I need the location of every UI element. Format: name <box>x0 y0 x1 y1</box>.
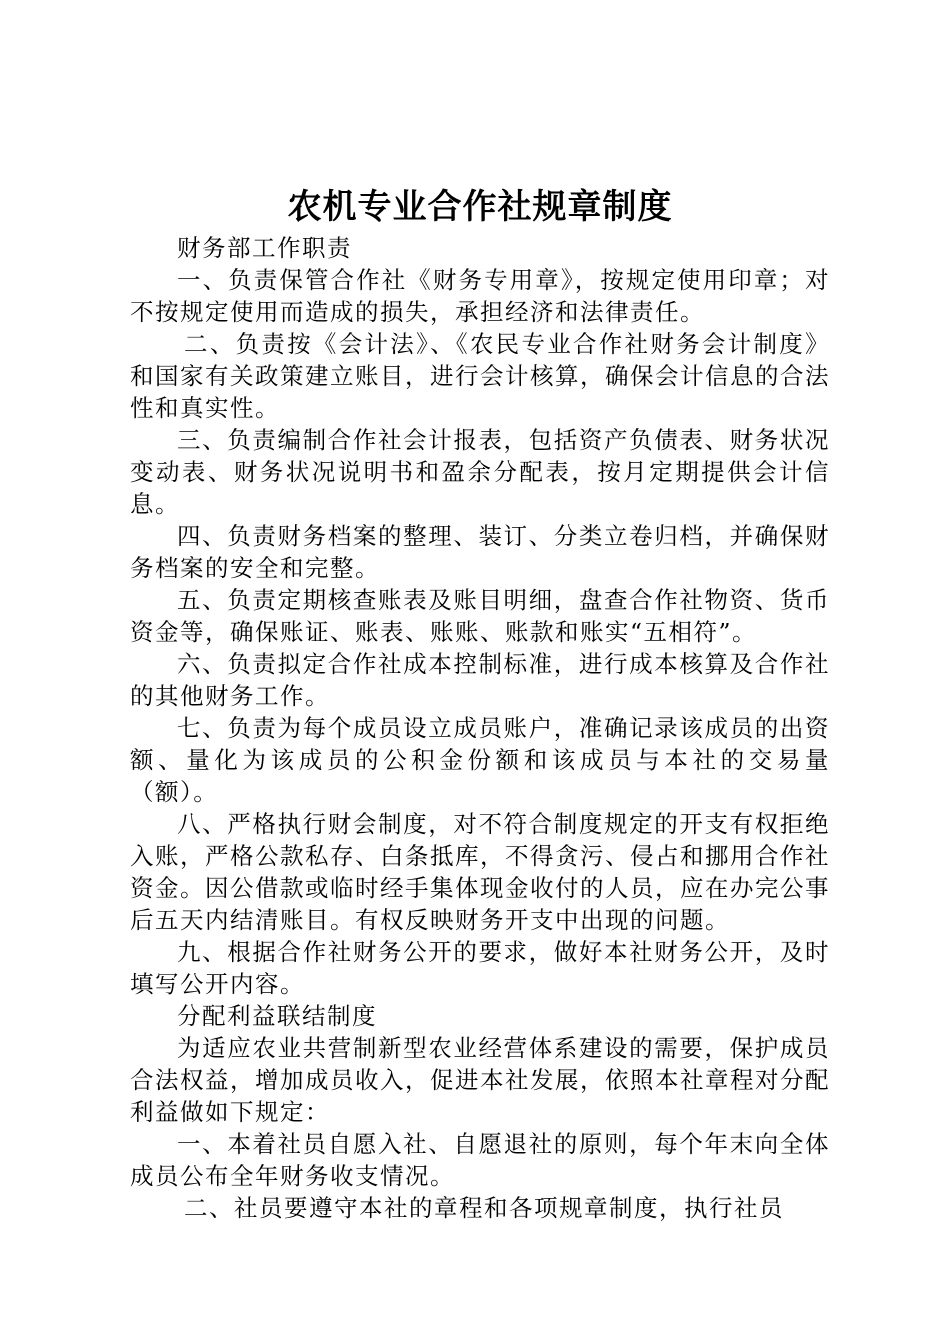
section-heading-distribution: 分配利益联结制度 <box>177 1002 377 1030</box>
paragraph-finance-item-3: 三、负责编制合作社会计报表，包括资产负债表、财务状况变动表、财务状况说明书和盈余分配表，按月定期提供会计信息。 <box>130 426 830 518</box>
paragraph-finance-item-4: 四、负责财务档案的整理、装订、分类立卷归档，并确保财务档案的安全和完整。 <box>130 522 830 582</box>
document-body <box>130 232 830 1224</box>
paragraph-finance-item-9: 九、根据合作社财务公开的要求，做好本社财务公开，及时填写公开内容。 <box>130 938 830 998</box>
paragraph-finance-item-1: 一、负责保管合作社《财务专用章》，按规定使用印章；对不按规定使用而造成的损失，承担经济和法律责任。 <box>130 266 830 326</box>
paragraph-distribution-item-2: 二、社员要遵守本社的章程和各项规章制度，执行社员 <box>184 1194 785 1222</box>
paragraph-finance-item-8: 八、严格执行财会制度，对不符合制度规定的开支有权拒绝入账，严格公款私存、白条抵库，不得贪污、侵占和挪用合作社资金。因公借款或临时经手集体现金收付的人员，应在办完公事后五天内结清账目。有权反映财务开支中出现的问题。 <box>130 810 830 934</box>
paragraph-finance-item-5: 五、负责定期核查账表及账目明细，盘查合作社物资、货币资金等，确保账证、账表、账账、账款和账实“五相符”。 <box>130 586 830 646</box>
paragraph-distribution-intro: 为适应农业共营制新型农业经营体系建设的需要，保护成员合法权益，增加成员收入，促进本社发展，依照本社章程对分配利益做如下规定： <box>130 1034 830 1126</box>
paragraph-finance-item-7: 七、负责为每个成员设立成员账户，准确记录该成员的出资额、量化为该成员的公积金份额和该成员与本社的交易量（额）。 <box>130 714 830 806</box>
paragraph-finance-item-6: 六、负责拟定合作社成本控制标准，进行成本核算及合作社的其他财务工作。 <box>130 650 830 710</box>
document-title: 农机专业合作社规章制度 <box>287 187 673 227</box>
paragraph-finance-item-2: 二、负责按《会计法》、《农民专业合作社财务会计制度》和国家有关政策建立账目，进行会计核算，确保会计信息的合法性和真实性。 <box>130 330 830 422</box>
section-heading-finance: 财务部工作职责 <box>177 234 352 262</box>
paragraph-distribution-item-1: 一、本着社员自愿入社、自愿退社的原则，每个年末向全体成员公布全年财务收支情况。 <box>130 1130 830 1190</box>
